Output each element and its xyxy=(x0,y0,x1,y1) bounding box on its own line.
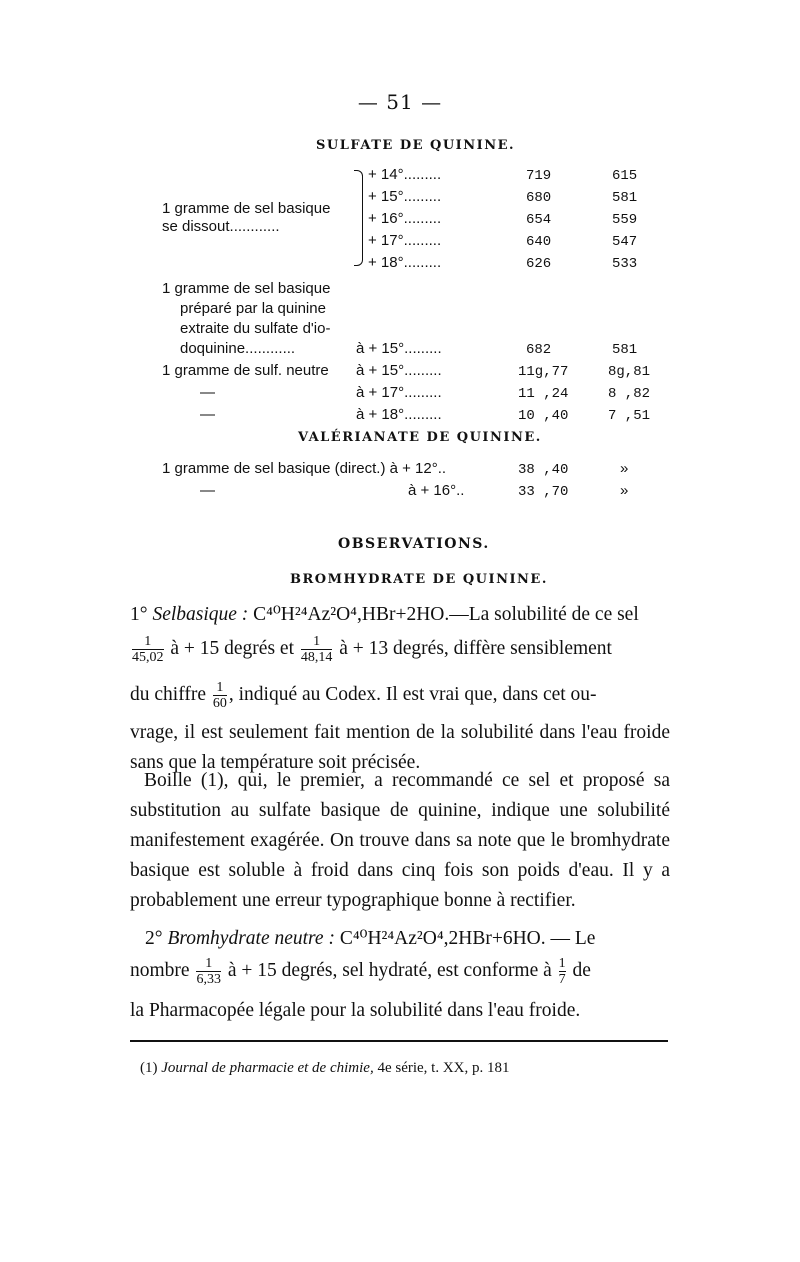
g3-v1-2: 10 ,40 xyxy=(518,408,569,424)
para1-line2 xyxy=(130,634,612,665)
sulfate-title: SULFATE DE QUININE. xyxy=(316,138,516,153)
g3-v2-0: 8g,81 xyxy=(608,364,651,380)
footnote-divider xyxy=(130,1040,668,1042)
g1-v2-4: 533 xyxy=(612,256,638,272)
para3-line1 xyxy=(145,924,595,954)
page-number: — 51 — xyxy=(357,90,443,114)
fraction: $\frac{1}{45,02}$ xyxy=(132,633,164,665)
para1-rest: vrage, il est seulement fait mention de la solubilité dans l'eau froide sans que la température soit précisée. xyxy=(130,722,670,773)
bromhydrate-title: BROMHYDRATE DE QUININE. xyxy=(290,572,548,587)
group1-label-1: 1 gramme de sel basique xyxy=(162,200,331,217)
g2-temp: à + 15°......... xyxy=(356,340,442,357)
g1-v1-4: 626 xyxy=(526,256,552,272)
group2-label-1: préparé par la quinine xyxy=(180,300,326,317)
para2: Boille (1), qui, le premier, a recommandé ce sel et proposé sa substitution au sulfate basique de quinine, indique une solubilité manifestement exagérée. On trouve dans sa note que le bromhydrate basique est soluble à froid dans cinq fois son poids d'eau. Il y a probablement une erreur typographique bonne à rectifier. xyxy=(130,770,670,911)
g3-temp-1: à + 17°......... xyxy=(356,384,442,401)
g3-label-0: 1 gramme de sulf. neutre xyxy=(162,362,329,379)
group2-label-3: doquinine............ xyxy=(180,340,296,357)
g1-temp-4: + 18°......... xyxy=(368,254,442,271)
group2-label-2: extraite du sulfate d'io- xyxy=(180,320,331,337)
val-label-1: — xyxy=(200,482,215,499)
g1-v2-2: 559 xyxy=(612,212,638,228)
fraction: $\frac{1}{48,14}$ xyxy=(300,633,333,665)
g3-temp-0: à + 15°......... xyxy=(356,362,442,379)
g1-v1-1: 680 xyxy=(526,190,552,206)
fraction: $\frac{1}{60}$ xyxy=(212,679,227,711)
g3-label-2: — xyxy=(200,406,215,423)
para1-line3-start: du chiffre xyxy=(130,684,211,705)
g3-temp-2: à + 18°......... xyxy=(356,406,442,423)
footnote-journal: Journal de pharmacie et de chimie, xyxy=(161,1060,374,1076)
para3-last: la Pharmacopée légale pour la solubilité dans l'eau froide. xyxy=(130,1000,581,1021)
g1-v1-2: 654 xyxy=(526,212,552,228)
g3-v2-2: 7 ,51 xyxy=(608,408,651,424)
group1-label-2: se dissout............ xyxy=(162,218,280,235)
g1-v1-0: 719 xyxy=(526,168,552,184)
g1-temp-3: + 17°......... xyxy=(368,232,442,249)
g1-v2-1: 581 xyxy=(612,190,638,206)
para1-mid2: à + 13 degrés, diffère sensiblement xyxy=(334,638,612,659)
brace-icon xyxy=(354,170,363,266)
g3-label-1: — xyxy=(200,384,215,401)
fraction: $\frac{1}{7}$ xyxy=(558,955,566,987)
para3-italic: Bromhydrate neutre : xyxy=(167,928,335,949)
para1-mid1: à + 15 degrés et xyxy=(165,638,299,659)
g3-v1-1: 11 ,24 xyxy=(518,386,569,402)
para3-lead: 2° xyxy=(145,928,163,949)
g1-v1-3: 640 xyxy=(526,234,552,250)
para1-formula: C⁴⁰H²⁴Az²O⁴,HBr+2HO.—La solubilité de ce sel xyxy=(248,604,639,625)
footnote-ref: 4e série, t. XX, p. 181 xyxy=(373,1060,510,1076)
g1-temp-1: + 15°......... xyxy=(368,188,442,205)
para1-line3-end: , indiqué au Codex. Il est vrai que, dans cet ou- xyxy=(228,684,597,705)
g3-v2-1: 8 ,82 xyxy=(608,386,651,402)
g3-v1-0: 11g,77 xyxy=(518,364,569,380)
fraction: $\frac{1}{6,33}$ xyxy=(196,955,221,987)
para3-mid: à + 15 degrés, sel hydraté, est conforme à xyxy=(222,960,557,981)
footnote-mark: (1) xyxy=(140,1060,158,1076)
val-label-0: 1 gramme de sel basique (direct.) à + 12°.. xyxy=(162,460,447,477)
g1-v2-0: 615 xyxy=(612,168,638,184)
footnote xyxy=(140,1060,510,1077)
para1-line3 xyxy=(130,680,597,711)
para1-italic: Selbasique : xyxy=(152,604,249,625)
g2-v1: 682 xyxy=(526,342,552,358)
g1-temp-0: + 14°......... xyxy=(368,166,442,183)
val-temp-1: à + 16°.. xyxy=(408,482,465,499)
val-v1-1: 33 ,70 xyxy=(518,484,569,500)
para3-end: de xyxy=(567,960,591,981)
val-v2-1: » xyxy=(620,482,629,499)
val-v2-0: » xyxy=(620,460,629,477)
para1-line1 xyxy=(130,600,639,630)
val-v1-0: 38 ,40 xyxy=(518,462,569,478)
observations-title: OBSERVATIONS. xyxy=(338,536,490,552)
para3-formula: C⁴⁰H²⁴Az²O⁴,2HBr+6HO. — Le xyxy=(334,928,596,949)
para3-line2 xyxy=(130,956,591,987)
para1-lead: 1° xyxy=(130,604,148,625)
g1-temp-2: + 16°......... xyxy=(368,210,442,227)
group2-label-0: 1 gramme de sel basique xyxy=(162,280,331,297)
g2-v2: 581 xyxy=(612,342,638,358)
g1-v2-3: 547 xyxy=(612,234,638,250)
para3-start: nombre xyxy=(130,960,195,981)
valerianate-title: VALÉRIANATE DE QUININE. xyxy=(298,430,542,445)
